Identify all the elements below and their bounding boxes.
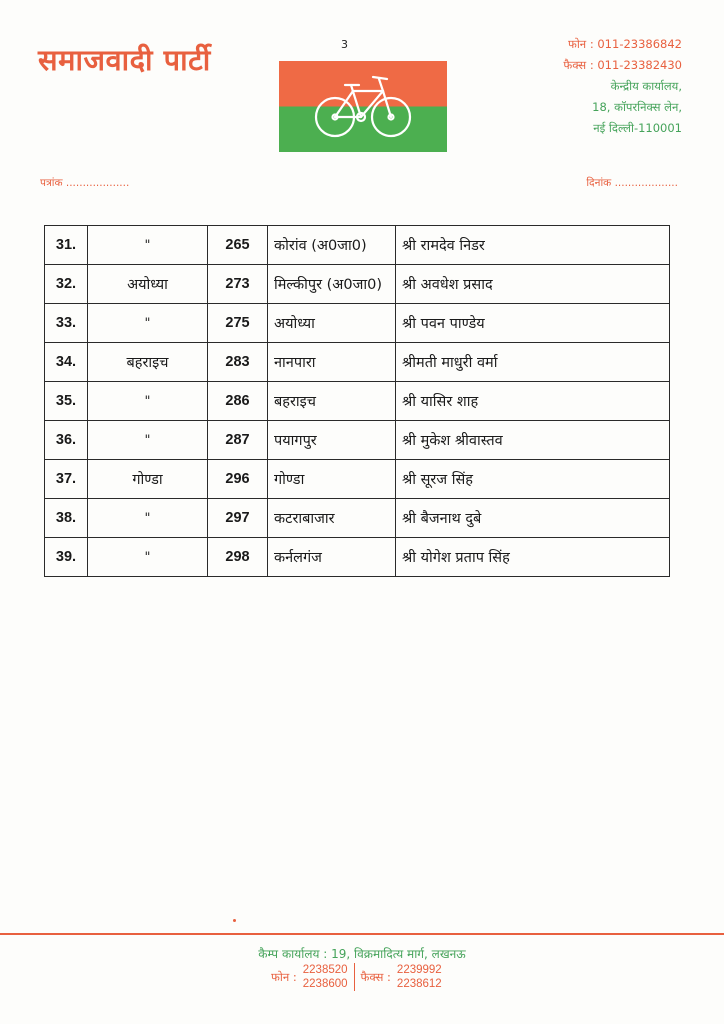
page-number: 3 (341, 38, 348, 51)
table-row (45, 382, 670, 421)
table-row (45, 265, 670, 304)
footer-contact (271, 963, 442, 991)
candidate-name: श्री योगेश प्रताप सिंह (396, 538, 670, 577)
constituency-name: गोण्डा (268, 460, 396, 499)
constituency-name: बहराइच (268, 382, 396, 421)
letter-number-field: पत्रांक ................... (40, 177, 130, 189)
candidate-name: श्री पवन पाण्डेय (396, 304, 670, 343)
table-row (45, 304, 670, 343)
table-row (45, 343, 670, 382)
constituency-name: अयोध्या (268, 304, 396, 343)
party-flag-bicycle-icon (279, 61, 447, 152)
constituency-name: पयागपुर (268, 421, 396, 460)
serial-number: 38. (45, 499, 88, 538)
constituency-number: 296 (208, 460, 268, 499)
candidate-name: श्री अवधेश प्रसाद (396, 265, 670, 304)
constituency-name: नानपारा (268, 343, 396, 382)
constituency-name: मिल्कीपुर (अ0जा0) (268, 265, 396, 304)
serial-number: 36. (45, 421, 88, 460)
constituency-name: कर्नलगंज (268, 538, 396, 577)
constituency-number: 273 (208, 265, 268, 304)
table-row (45, 421, 670, 460)
contact-block (563, 34, 682, 139)
district-name: " (88, 499, 208, 538)
footer-fax-numbers (397, 963, 442, 991)
footer-phone-numbers (303, 963, 348, 991)
serial-number: 32. (45, 265, 88, 304)
footer-fax-1: 2239992 (396, 964, 442, 976)
date-field: दिनांक ................... (586, 177, 678, 189)
fax-number: फैक्स : 011-23382430 (563, 58, 682, 72)
ink-dot (233, 919, 236, 922)
office-address-line2: 18, कॉपरनिक्स लेन, (592, 100, 682, 114)
constituency-name: कटराबाजार (268, 499, 396, 538)
district-name: बहराइच (88, 343, 208, 382)
constituency-number: 283 (208, 343, 268, 382)
camp-office-address: कैम्प कार्यालय : 19, विक्रमादित्य मार्ग, लखनऊ (258, 947, 466, 961)
table-row (45, 226, 670, 265)
district-name: " (88, 304, 208, 343)
candidate-name: श्री यासिर शाह (396, 382, 670, 421)
table-row (45, 538, 670, 577)
table-row (45, 460, 670, 499)
serial-number: 31. (45, 226, 88, 265)
footer-phone-label: फोन : (271, 969, 297, 984)
district-name: गोण्डा (88, 460, 208, 499)
serial-number: 33. (45, 304, 88, 343)
district-name: " (88, 538, 208, 577)
candidate-table (44, 225, 670, 577)
candidate-name: श्री सूरज सिंह (396, 460, 670, 499)
footer-fax-label: फैक्स : (360, 969, 391, 984)
candidate-name: श्री रामदेव निडर (396, 226, 670, 265)
office-address-line3: नई दिल्ली-110001 (593, 121, 682, 135)
office-address-line1: केन्द्रीय कार्यालय, (610, 79, 682, 93)
constituency-number: 265 (208, 226, 268, 265)
party-name: समाजवादी पार्टी (38, 43, 211, 77)
district-name: " (88, 226, 208, 265)
district-name: " (88, 421, 208, 460)
candidate-name: श्रीमती माधुरी वर्मा (396, 343, 670, 382)
footer-fax-2: 2238612 (396, 978, 442, 990)
constituency-number: 297 (208, 499, 268, 538)
district-name: " (88, 382, 208, 421)
table-row (45, 499, 670, 538)
serial-number: 34. (45, 343, 88, 382)
candidate-name: श्री मुकेश श्रीवास्तव (396, 421, 670, 460)
serial-number: 39. (45, 538, 88, 577)
footer-separator (354, 963, 355, 991)
constituency-number: 287 (208, 421, 268, 460)
phone-number: फोन : 011-23386842 (567, 37, 682, 51)
serial-number: 35. (45, 382, 88, 421)
constituency-number: 286 (208, 382, 268, 421)
footer-divider (0, 933, 724, 935)
constituency-name: कोरांव (अ0जा0) (268, 226, 396, 265)
serial-number: 37. (45, 460, 88, 499)
district-name: अयोध्या (88, 265, 208, 304)
candidate-name: श्री बैजनाथ दुबे (396, 499, 670, 538)
footer-phone-1: 2238520 (302, 964, 348, 976)
constituency-number: 275 (208, 304, 268, 343)
footer-phone-2: 2238600 (302, 978, 348, 990)
constituency-number: 298 (208, 538, 268, 577)
